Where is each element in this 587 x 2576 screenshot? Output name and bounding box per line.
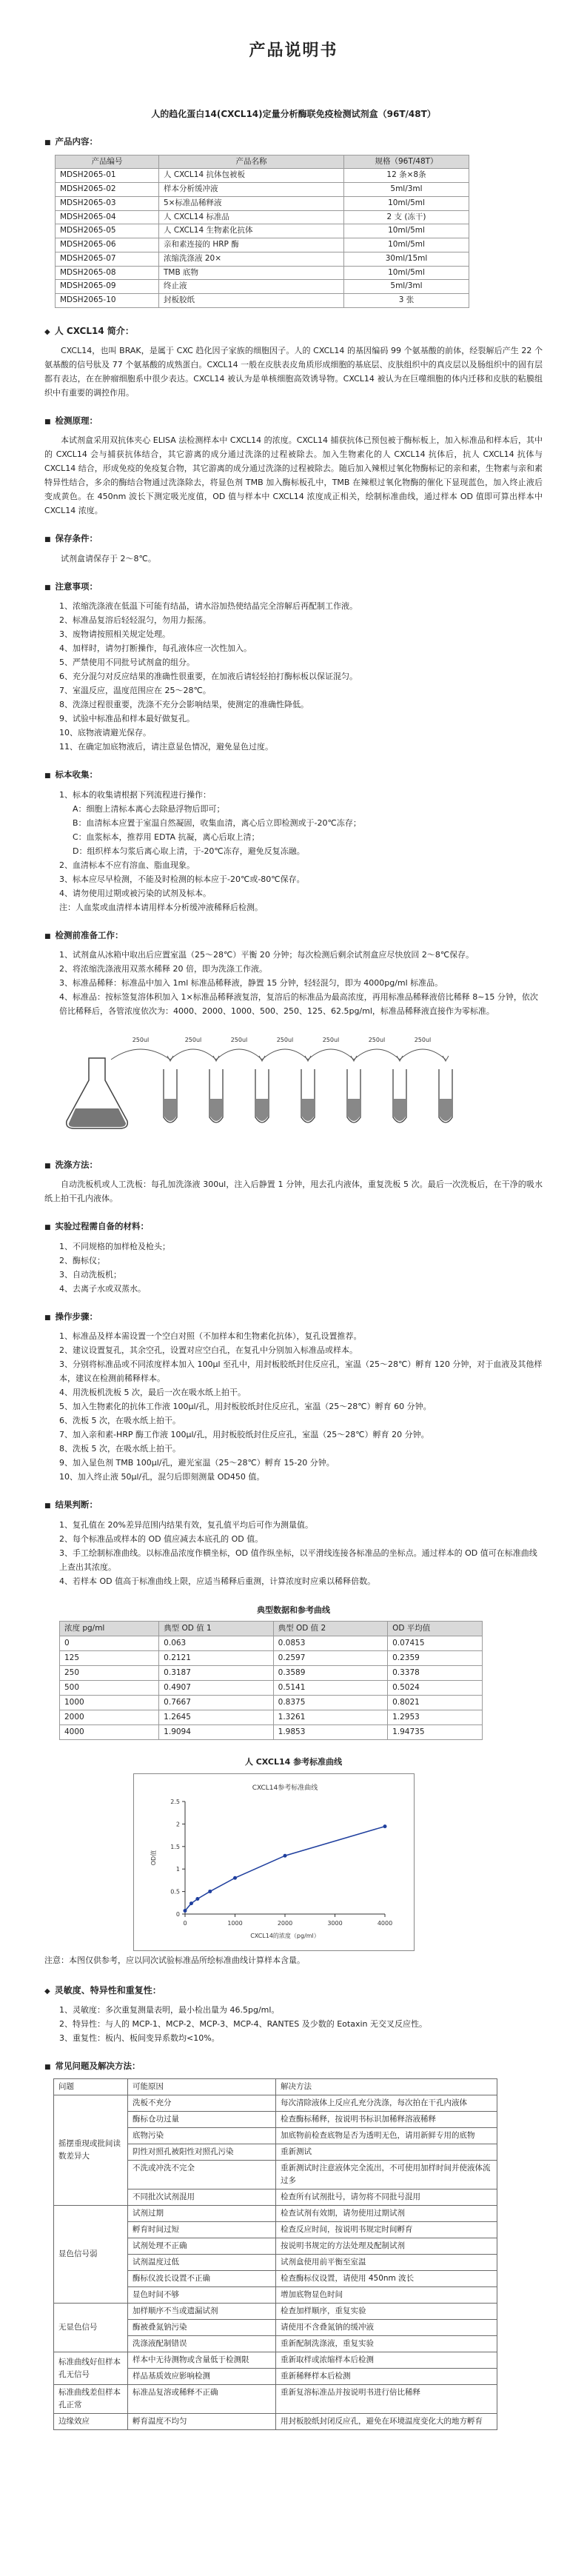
table-cell: 1.3261 <box>273 1710 387 1725</box>
flask-liquid <box>69 1108 126 1127</box>
x-tick-label: 3000 <box>327 1919 343 1927</box>
cause-cell: 标准品复溶或稀释不正确 <box>128 2385 276 2414</box>
table-row <box>60 1636 483 1651</box>
table-cell: MDSH2065-04 <box>56 210 159 224</box>
table-row <box>56 266 469 280</box>
table-cell: MDSH2065-07 <box>56 252 159 266</box>
list-item: 6、充分混匀对反应结果的准确性很重要，在加液后请轻轻拍打酶标板以保证混匀。 <box>59 672 358 682</box>
table-cell: 30ml/15ml <box>344 252 469 266</box>
arrow-head-icon <box>351 1056 357 1061</box>
cause-cell: 酶标仪波长设置不正确 <box>128 2271 276 2287</box>
table-cell: 0.0853 <box>273 1636 387 1651</box>
list-item: 3、分别将标准品或不同浓度样本加入 100μl 至孔中，用封板胶纸封住反应孔，室温（25～28℃）孵育 120 分钟，对于血液及其他样本，建议在检测前稀释样本。 <box>59 1359 543 1384</box>
table-cell: 5ml/3ml <box>344 183 469 197</box>
list-item: 11、在确定加底物液后，请注意显色情况，避免显色过度。 <box>59 742 273 752</box>
table-cell: 终止液 <box>159 280 344 294</box>
list-item: 10、加入终止液 50μl/孔，混匀后即刻测量 OD450 值。 <box>59 1472 265 1482</box>
transfer-arrow <box>111 1049 170 1060</box>
results-list <box>44 1518 543 1588</box>
table-cell: 1.2953 <box>388 1710 483 1725</box>
list-item: 7、室温反应，温度范围应在 25～28℃。 <box>59 686 211 696</box>
transfer-arrow <box>216 1049 262 1060</box>
solution-cell: 重新测试 <box>276 2144 497 2161</box>
table-cell: MDSH2065-01 <box>56 169 159 183</box>
solution-cell: 增加底物显色时间 <box>276 2287 497 2304</box>
table-header-row <box>60 1622 483 1636</box>
table-cell: 人 CXCL14 抗体包被板 <box>159 169 344 183</box>
transfer-volume-label: 250ul <box>230 1037 248 1044</box>
table-cell: 浓缩洗涤液 20× <box>159 252 344 266</box>
list-item: 8、洗涤过程很重要，洗涤不充分会影响结果，使测定的准确性降低。 <box>59 700 309 710</box>
header-cell: OD 平均值 <box>388 1622 483 1636</box>
problem-cell: 显色信号弱 <box>54 2206 128 2304</box>
table-cell: 0.4907 <box>159 1681 273 1696</box>
tube-liquid <box>164 1099 176 1121</box>
principle-text: 本试剂盒采用双抗体夹心 ELISA 法检测样本中 CXCL14 的浓度。CXCL14 捕获抗体已预包被于酶标板上，加入标准品和样本后，其中的 CXCL14 会与捕获抗体结合，其它游离的成分通过洗涤的过程被除去。加入生物素化的人 CXCL14 抗体后，抗人 CXCL14 抗体与 CXCL14 结合，形成免疫的免疫复合物，其它游离的成分通过洗涤的过程被除去。随后加入辣根过氧化物酶标记的亲和素，生物素与亲和素特异性结合，多余的酶结合物通过洗涤除去，将显色剂 TMB 加入酶标板孔中，TMB 在辣根过氧化物酶的催化下显现蓝色，加入终止液后变成黄色。在 450nm 波长下测定吸光度值，OD 值与样本中 CXCL14 浓度成正相关，绘制标准曲线，通过样本 OD 值即可算出样本中 CXCL14 浓度。 <box>44 435 543 516</box>
table-row <box>56 196 469 210</box>
table-row <box>56 238 469 252</box>
solution-cell: 按说明书规定的方法处理及配制试剂 <box>276 2238 497 2255</box>
troubleshooting-table <box>53 2078 497 2430</box>
table-row <box>54 2414 497 2430</box>
list-item: 4、请勿使用过期或被污染的试剂及标本。 <box>59 888 211 898</box>
table-row <box>54 2304 497 2320</box>
list-item: 3、标本应尽早检测，不能及时检测的标本应于-20℃或-80℃保存。 <box>59 874 305 884</box>
header-cell: 产品编号 <box>56 155 159 169</box>
cause-cell: 不洗或冲洗不完全 <box>128 2161 276 2189</box>
table-cell: 0.7667 <box>159 1696 273 1710</box>
solution-cell: 检查试剂有效期，请勿使用过期试剂 <box>276 2206 497 2222</box>
transfer-arrow <box>308 1049 354 1060</box>
list-item: 1、标准品及样本需设置一个空白对照（不加样本和生物素化抗体），复孔设置推荐。 <box>59 1331 362 1342</box>
section-heading-wash: ■ 洗涤方法： <box>44 1159 98 1170</box>
list-item: 1、试剂盒从冰箱中取出后应置室温（25～28℃）平衡 20 分钟；每次检测后剩余试剂盒应尽快放回 2～8℃保存。 <box>59 950 474 960</box>
table-cell: 250 <box>60 1666 159 1681</box>
y-axis-label: OD值 <box>150 1850 157 1865</box>
table-cell: 10ml/5ml <box>344 266 469 280</box>
table-row <box>60 1696 483 1710</box>
list-item: B：血清标本应置于室温自然凝固，收集血清，离心后立即检测或于-20℃冻存； <box>73 817 361 828</box>
problem-cell: 标准曲线差但样本孔正常 <box>54 2385 128 2414</box>
table-cell: 10ml/5ml <box>344 196 469 210</box>
section-heading-contents: ■ 产品内容： <box>44 136 98 147</box>
header-cell: 典型 OD 值 1 <box>159 1622 273 1636</box>
chart-remark: 注意：本图仅供参考，应以同次试验标准品所绘标准曲线计算样本含量。 <box>44 1956 305 1966</box>
tube-liquid <box>394 1099 406 1121</box>
chart-subtitle: CXCL14参考标准曲线 <box>252 1784 318 1792</box>
cause-cell: 底物污染 <box>128 2128 276 2144</box>
cause-cell: 试剂过期 <box>128 2206 276 2222</box>
cause-cell: 样品基质效应影响检测 <box>128 2369 276 2385</box>
data-point <box>383 1824 387 1828</box>
table-row <box>56 280 469 294</box>
problem-cell: 无显色信号 <box>54 2304 128 2352</box>
arrow-head-icon <box>213 1056 219 1061</box>
table-cell: 2 支 (冻干) <box>344 210 469 224</box>
transfer-arrow <box>170 1049 216 1060</box>
table-cell: 0.3378 <box>388 1666 483 1681</box>
solution-cell: 重新配制洗涤液，重复实验 <box>276 2336 497 2352</box>
list-item: 3、自动洗板机； <box>59 1269 121 1279</box>
table-cell: 封板胶纸 <box>159 294 344 308</box>
table-cell: 2000 <box>60 1710 159 1725</box>
table-row <box>56 252 469 266</box>
section-heading-steps: ■ 操作步骤： <box>44 1311 98 1322</box>
transfer-volume-label: 250ul <box>132 1037 150 1044</box>
list-item: 4、标准品：按标签复溶体积加入 1×标准品稀释液复溶，复溶后的标准品为最高浓度，再用标准品稀释液倍比稀释 8~15 分钟，依次倍比稀释后，各管浓度依次为：4000、2000、1000、500、250、125、62.5pg/ml，标准品稀释液直接作为零标准。 <box>59 992 538 1017</box>
table-cell: MDSH2065-09 <box>56 280 159 294</box>
solution-cell: 检查酶标仪设置，请使用 450nm 波长 <box>276 2271 497 2287</box>
y-tick-label: 1 <box>175 1865 180 1873</box>
list-item: 5、加入生物素化的抗体工作液 100μl/孔，用封板胶纸封住反应孔，室温（25～28℃）孵育 60 分钟。 <box>59 1402 432 1412</box>
list-item: 1、灵敏度：多次重复测量表明，最小检出量为 46.5pg/ml。 <box>59 2004 280 2015</box>
table-cell: 5×标准品稀释液 <box>159 196 344 210</box>
table-row <box>54 2385 497 2414</box>
list-item: 3、手工绘制标准曲线。以标准品浓度作横坐标，OD 值作纵坐标，以平滑线连接各标准品的坐标点。通过样本的 OD 值可在标准曲线上查出其浓度。 <box>59 1548 537 1572</box>
table-cell: 1000 <box>60 1696 159 1710</box>
section-heading-storage: ■ 保存条件： <box>44 533 98 544</box>
table-cell: 125 <box>60 1651 159 1666</box>
table-row <box>56 169 469 183</box>
table-header-row <box>56 155 469 169</box>
section-heading-preparation: ■ 检测前准备工作： <box>44 929 124 940</box>
table-cell: MDSH2065-10 <box>56 294 159 308</box>
list-item: 1、不同规格的加样枪及枪头； <box>59 1241 170 1251</box>
storage-text: 试剂盒请保存于 2～8℃。 <box>61 553 156 563</box>
transfer-arrow <box>262 1049 308 1060</box>
wash-text: 自动洗板机或人工洗板：每孔加洗涤液 300ul，注入后静置 1 分钟，甩去孔内液体，重复洗板 5 次。最后一次洗板后，在干净的吸水纸上拍干孔内液体。 <box>44 1180 543 1204</box>
table-cell: 0.5141 <box>273 1681 387 1696</box>
solution-cell: 试剂盒使用前平衡至室温 <box>276 2255 497 2271</box>
cause-cell: 试剂温度过低 <box>128 2255 276 2271</box>
section-heading-notes: ■ 注意事项： <box>44 581 98 592</box>
section-heading-materials: ■ 实验过程需自备的材料： <box>44 1221 150 1232</box>
arrow-head-icon <box>443 1056 449 1061</box>
cause-cell: 阴性对照孔被阳性对照孔污染 <box>128 2144 276 2161</box>
table-cell: 0.8375 <box>273 1696 387 1710</box>
list-item: 1、浓缩洗涤液在低温下可能有结晶，请水浴加热使结晶完全溶解后再配制工作液。 <box>59 601 358 612</box>
table-cell: 0.2597 <box>273 1651 387 1666</box>
solution-cell: 重新稀释样本后检测 <box>276 2369 497 2385</box>
list-item: 3、标准品稀释：标准品中加入 1ml 标准品稀释液，静置 15 分钟，轻轻混匀，即为 4000pg/ml 标准品。 <box>59 978 443 988</box>
y-tick-label: 2.5 <box>170 1798 180 1805</box>
sample-list <box>44 788 543 914</box>
table-cell: MDSH2065-02 <box>56 183 159 197</box>
tube-liquid <box>302 1099 314 1121</box>
table-cell: MDSH2065-08 <box>56 266 159 280</box>
header-cell: 问题 <box>54 2079 128 2095</box>
header-cell: 典型 OD 值 2 <box>273 1622 387 1636</box>
table-cell: 0.063 <box>159 1636 273 1651</box>
y-tick-label: 2 <box>175 1821 180 1828</box>
table-cell: 12 条×8条 <box>344 169 469 183</box>
list-item: 9、试验中标准品和样本最好做复孔。 <box>59 714 195 724</box>
list-item: 7、加入亲和素-HRP 酶工作液 100μl/孔，用封板胶纸封住反应孔，室温（25～28℃）孵育 20 分钟。 <box>59 1430 429 1440</box>
y-tick-label: 0.5 <box>170 1888 180 1896</box>
table-cell: 0.07415 <box>388 1636 483 1651</box>
header-cell: 浓度 pg/ml <box>60 1622 159 1636</box>
cause-cell: 试剂处理不正确 <box>128 2238 276 2255</box>
problem-cell: 标准曲线好但样本孔无信号 <box>54 2352 128 2385</box>
cause-cell: 孵育时间过短 <box>128 2222 276 2238</box>
transfer-volume-label: 250ul <box>184 1037 202 1044</box>
y-tick-label: 1.5 <box>170 1843 180 1850</box>
cause-cell: 酶被叠氮钠污染 <box>128 2320 276 2336</box>
x-tick-label: 0 <box>183 1919 187 1927</box>
solution-cell: 重新测试时注意液体完全流出，不可使用加样时间并使液体流过多 <box>276 2161 497 2189</box>
y-tick-label: 0 <box>175 1910 180 1918</box>
table-cell: 10ml/5ml <box>344 238 469 252</box>
header-cell: 产品名称 <box>159 155 344 169</box>
standard-data-table <box>59 1621 483 1740</box>
transfer-volume-label: 250ul <box>368 1037 386 1044</box>
tube-liquid <box>256 1099 268 1121</box>
transfer-volume-label: 250ul <box>276 1037 294 1044</box>
solution-cell: 检查酶标稀释，按说明书标识加稀释溶液稀释 <box>276 2112 497 2128</box>
x-axis-label: CXCL14的浓度（pg/ml） <box>250 1932 320 1939</box>
document-title: 产品说明书 <box>249 41 338 60</box>
section-heading-sample: ■ 标本收集： <box>44 769 98 780</box>
table-cell: 5ml/3ml <box>344 280 469 294</box>
list-item: 5、严禁使用不同批号试剂盒的组分。 <box>59 658 195 668</box>
solution-cell: 检查所有试剂批号，请勿将不同批号混用 <box>276 2189 497 2206</box>
dilution-diagram <box>59 1028 543 1144</box>
table-cell: TMB 底物 <box>159 266 344 280</box>
section-heading-spec: ◆ 灵敏度、特异性和重复性： <box>44 1984 161 1995</box>
cause-cell: 洗涤液配制错误 <box>128 2336 276 2352</box>
table-cell: 样本分析缓冲液 <box>159 183 344 197</box>
transfer-arrow <box>354 1049 400 1060</box>
table-row <box>60 1651 483 1666</box>
list-item: 2、酶标仪； <box>59 1255 105 1265</box>
table-cell: 3 张 <box>344 294 469 308</box>
cause-cell: 加样顺序不当或遗漏试剂 <box>128 2304 276 2320</box>
solution-cell: 加底物前检查底物是否为透明无色，请用新鲜专用的底物 <box>276 2128 497 2144</box>
spec-list <box>44 2003 543 2045</box>
table-row <box>60 1666 483 1681</box>
list-item: C：血浆标本，推荐用 EDTA 抗凝，离心后取上清； <box>73 832 260 842</box>
table-cell: 人 CXCL14 生物素化抗体 <box>159 224 344 238</box>
table-row <box>56 294 469 308</box>
tube-liquid <box>210 1099 222 1121</box>
table-cell: 0.2121 <box>159 1651 273 1666</box>
section-heading-faq: ■ 常见问题及解决方法： <box>44 2060 141 2071</box>
list-item: 8、洗板 5 次，在吸水纸上拍干。 <box>59 1444 181 1454</box>
list-item: 4、加样时，请勿打断操作，每孔液体应一次性加入。 <box>59 643 252 654</box>
cause-cell: 不同批次试剂混用 <box>128 2189 276 2206</box>
solution-cell: 检查加样顺序，重复实验 <box>276 2304 497 2320</box>
cause-cell: 酶标仓功过量 <box>128 2112 276 2128</box>
table-cell: 0 <box>60 1636 159 1651</box>
table-cell: 500 <box>60 1681 159 1696</box>
x-tick-label: 4000 <box>377 1919 393 1927</box>
table-row <box>60 1710 483 1725</box>
table-cell: 1.9853 <box>273 1725 387 1740</box>
data-point <box>184 1909 187 1913</box>
cause-cell: 样本中无待测物或含量低于检测限 <box>128 2352 276 2369</box>
table-cell: MDSH2065-06 <box>56 238 159 252</box>
section-heading-intro: ◆ 人 CXCL14 简介： <box>44 325 134 336</box>
table-cell: 1.94735 <box>388 1725 483 1740</box>
table-row <box>54 2352 497 2369</box>
table-row <box>54 2095 497 2112</box>
cause-cell: 显色时间不够 <box>128 2287 276 2304</box>
kit-contents-table <box>55 155 469 308</box>
table-cell: 人 CXCL14 标准品 <box>159 210 344 224</box>
arrow-head-icon <box>305 1056 311 1061</box>
list-item: 4、去离子水或双蒸水。 <box>59 1283 146 1294</box>
data-point <box>189 1901 193 1905</box>
cause-cell: 洗板不充分 <box>128 2095 276 2112</box>
list-item: A：细胞上清标本离心去除悬浮物后即可； <box>73 803 225 814</box>
list-item: 3、废物请按照相关规定处理。 <box>59 629 170 640</box>
list-item: 9、加入显色剂 TMB 100μl/孔，避光室温（25～28℃）孵育 15-20 分钟。 <box>59 1458 335 1468</box>
section-heading-principle: ■ 检测原理： <box>44 415 98 426</box>
arrow-head-icon <box>397 1056 403 1061</box>
list-item: D：组织样本匀浆后离心取上清，于-20℃冻存，避免反复冻融。 <box>73 846 305 856</box>
list-item: 1、复孔值在 20%差异范围内结果有效，复孔值平均后可作为测量值。 <box>59 1519 313 1530</box>
table-row <box>60 1681 483 1696</box>
list-item: 10、底物液请避光保存。 <box>59 728 151 738</box>
header-cell: 可能原因 <box>128 2079 276 2095</box>
table-row <box>54 2206 497 2222</box>
list-item: 2、血清标本不应有溶血、脂血现象。 <box>59 860 195 870</box>
solution-cell: 每次清除液体上反应孔充分洗涤，每次拍在干孔内液体 <box>276 2095 497 2112</box>
table-row <box>56 224 469 238</box>
steps-list <box>44 1329 543 1484</box>
transfer-volume-label: 250ul <box>414 1037 432 1044</box>
list-item: 3、重复性：板内、板间变异系数均<10%。 <box>59 2033 220 2043</box>
tube-liquid <box>440 1099 452 1121</box>
standard-curve-chart <box>133 1773 543 1956</box>
materials-list <box>44 1240 543 1296</box>
solution-cell: 重新复溶标准品并按说明书进行倍比稀释 <box>276 2385 497 2414</box>
x-tick-label: 2000 <box>277 1919 293 1927</box>
list-item: 2、每个标准品或样本的 OD 值应减去本底孔的 OD 值。 <box>59 1533 264 1544</box>
solution-cell: 检查反应时间，按说明书规定时间孵育 <box>276 2222 497 2238</box>
list-item: 1、标本的收集请根据下列流程进行操作： <box>59 789 211 800</box>
transfer-arrow <box>400 1049 446 1060</box>
list-item: 2、建议设置复孔，其余空孔，设置对应空白孔，在复孔中分别加入标准品或样本。 <box>59 1345 358 1356</box>
table-cell: MDSH2065-03 <box>56 196 159 210</box>
chart-title: 人 CXCL14 参考标准曲线 <box>244 1757 343 1767</box>
data-point <box>233 1876 237 1879</box>
list-item: 2、标准品复溶后轻轻混匀，勿用力振荡。 <box>59 615 211 626</box>
data-point <box>208 1890 212 1893</box>
table-cell: 1.9094 <box>159 1725 273 1740</box>
table-row <box>60 1725 483 1740</box>
section-heading-results: ■ 结果判断： <box>44 1499 98 1511</box>
solution-cell: 请使用不含叠氮钠的缓冲液 <box>276 2320 497 2336</box>
document-subtitle: 人的趋化蛋白14(CXCL14)定量分析酶联免疫检测试剂盒（96T/48T） <box>151 109 436 119</box>
header-cell: 解决方法 <box>276 2079 497 2095</box>
transfer-volume-label: 250ul <box>322 1037 340 1044</box>
list-item: 2、将浓缩洗涤液用双蒸水稀释 20 倍，即为洗涤工作液。 <box>59 964 267 974</box>
table-cell: 4000 <box>60 1725 159 1740</box>
std-table-title: 典型数据和参考曲线 <box>257 1605 330 1615</box>
problem-cell: 摇摆重现或批间读数差异大 <box>54 2095 128 2206</box>
solution-cell: 重新取样或浓缩样本后检测 <box>276 2352 497 2369</box>
list-item: 4、若样本 OD 值高于标准曲线上限，应适当稀释后重测，计算浓度时应乘以稀释倍数。 <box>59 1576 376 1586</box>
table-cell: 0.3589 <box>273 1666 387 1681</box>
chart-svg <box>133 1773 415 1951</box>
list-item: 4、用洗板机洗板 5 次，最后一次在吸水纸上拍干。 <box>59 1388 246 1398</box>
table-row <box>56 210 469 224</box>
table-cell: 亲和素连接的 HRP 酶 <box>159 238 344 252</box>
intro-text: CXCL14，也叫 BRAK，是属于 CXC 趋化因子家族的细胞因子。人的 CXCL14 的基因编码 99 个氨基酸的前体，经裂解后产生 22 个氨基酸的信号肽及 77 个氨基酸的成熟蛋白。CXCL14 一般在皮肤表皮角质形成细胞的基底层、皮肤组织中的真皮层以及肠组织中的固有层都有表达，在在肿瘤细胞系中很少表达。CXCL14 被认为是单核细胞高效诱导物。CXCL14 被认为在巨噬细胞的体内迁移和皮肤的粘膜组织中有重要的调控作用。 <box>44 345 543 398</box>
table-cell: 0.2359 <box>388 1651 483 1666</box>
list-item: 6、洗板 5 次，在吸水纸上拍干。 <box>59 1416 181 1426</box>
list-item: 注：人血浆或血清样本请用样本分析缓冲液稀释后检测。 <box>59 902 263 912</box>
solution-cell: 用封板胶纸封闭反应孔，避免在环境温度变化大的地方孵育 <box>276 2414 497 2430</box>
table-cell: 0.8021 <box>388 1696 483 1710</box>
preparation-list <box>44 948 543 1018</box>
arrow-head-icon <box>259 1056 265 1061</box>
table-header-row <box>54 2079 497 2095</box>
table-cell: 10ml/5ml <box>344 224 469 238</box>
data-point <box>195 1897 199 1901</box>
dilution-svg <box>59 1028 503 1140</box>
x-tick-label: 1000 <box>227 1919 243 1927</box>
tube-liquid <box>348 1099 360 1121</box>
problem-cell: 边缘效应 <box>54 2414 128 2430</box>
list-item: 2、特异性：与人的 MCP-1、MCP-2、MCP-3、MCP-4、RANTES 及少数的 Eotaxin 无交叉反应性。 <box>59 2018 427 2029</box>
notes-list <box>44 599 543 754</box>
table-row <box>56 183 469 197</box>
table-cell: 0.3187 <box>159 1666 273 1681</box>
header-cell: 规格（96T/48T） <box>344 155 469 169</box>
table-cell: 1.2645 <box>159 1710 273 1725</box>
table-cell: MDSH2065-05 <box>56 224 159 238</box>
table-cell: 0.5024 <box>388 1681 483 1696</box>
data-point <box>284 1853 287 1857</box>
cause-cell: 孵育温度不均匀 <box>128 2414 276 2430</box>
